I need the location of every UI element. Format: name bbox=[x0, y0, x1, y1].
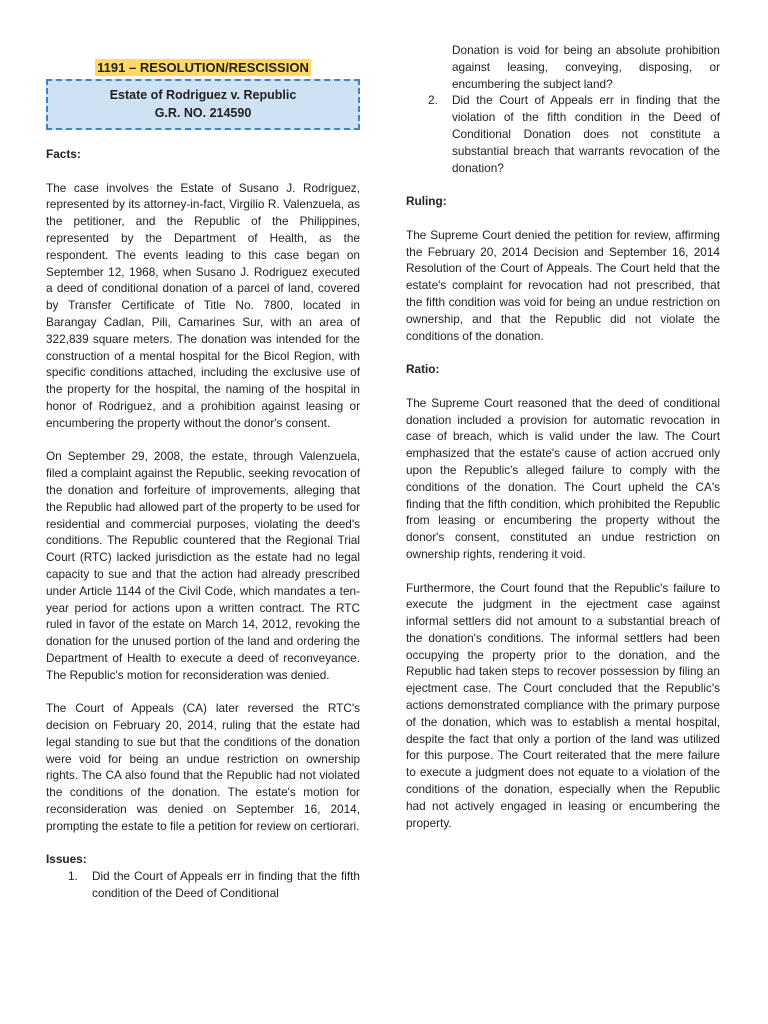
issue-number: 2. bbox=[428, 93, 438, 108]
gr-number: G.R. NO. 214590 bbox=[154, 106, 252, 120]
issues-list-continued bbox=[406, 42, 720, 176]
issue-text: Donation is void for being an absolute prohibition against leasing, conveying, disposing, or encumbering the subject land? bbox=[452, 43, 720, 91]
ratio-paragraph: Furthermore, the Court found that the Republic's failure to execute the judgment in the ejectment case against informal settlers did not amount to a substantial breach of the donation's conditions. The informal settlers had been occupying the property prior to the donation, and the Republic had taken steps to recover possession by filing an ejectment case. The Court concluded that the Republic's actions demonstrated compliance with the primary purpose of the donation, which was to establish a mental hospital, despite the fact that only a portion of the land was utilized for this purpose. The Court reiterated that the mere failure to execute a judgment does not equate to a violation of the conditions of the donation, especially when the Republic had not actively engaged in leasing or encumbering the property. bbox=[406, 580, 720, 830]
issue-item bbox=[406, 92, 720, 176]
issues-list bbox=[46, 868, 360, 902]
ruling-label: Ruling: bbox=[406, 194, 447, 209]
facts-label: Facts: bbox=[46, 147, 81, 161]
right-column bbox=[406, 0, 720, 831]
issue-item-continued bbox=[406, 42, 720, 92]
facts-paragraph: The Court of Appeals (CA) later reversed the RTC's decision on February 20, 2014, ruling that the estate had legal standing to sue but that the conditions of the donation were void for being an undue restriction on ownership rights. The CA also found that the Republic had not violated the conditions of the donation. The estate's motion for reconsideration was denied on September 16, 2014, prompting the estate to file a petition for review on certiorari. bbox=[46, 701, 360, 833]
ratio-paragraph: The Supreme Court reasoned that the deed of conditional donation included a provision for automatic revocation in case of breach, which is valid under the law. The Court emphasized that the estate's cause of action accrued only upon the Republic's alleged failure to comply with the conditions of the donation. The Court upheld the CA's finding that the fifth condition, which prohibited the Republic from leasing or encumbering the property without the donor's consent, constituted an undue restriction on ownership rights, rendering it void. bbox=[406, 395, 720, 561]
issue-number: 1. bbox=[68, 869, 78, 884]
issue-text: Did the Court of Appeals err in finding that the fifth condition of the Deed of Conditional bbox=[92, 869, 360, 901]
case-name: Estate of Rodriguez v. Republic bbox=[109, 88, 297, 102]
ruling-paragraph: The Supreme Court denied the petition for review, affirming the February 20, 2014 Decision and September 16, 2014 Resolution of the Court of Appeals. The Court held that the estate's complaint for revocation had not prescribed, that the fifth condition was void for being an undue restriction on ownership, and that the Republic did not violate the conditions of the donation. bbox=[406, 227, 720, 343]
facts-paragraph: The case involves the Estate of Susano J. Rodriguez, represented by its attorney-in-fact, Virgilio R. Valenzuela, as the petitioner, and the Republic of the Philippines, represented by the Department of Health, as the respondent. The events leading to this case began on September 12, 1968, when Susano J. Rodriguez executed a deed of conditional donation of a parcel of land, covered by Transfer Certificate of Title No. 7800, located in Barangay Cadlan, Pili, Camarines Sur, with an area of 322,839 square meters. The donation was intended for the construction of a mental hospital for the Bicol Region, with specific conditions attached, including the exclusive use of the property for the hospital, the naming of the hospital in honor of Rodriguez, and a prohibition against leasing or encumbering the property without the donor's consent. bbox=[46, 180, 360, 430]
issues-label: Issues: bbox=[46, 852, 87, 867]
issue-item bbox=[46, 868, 360, 902]
left-column bbox=[46, 0, 360, 902]
topic-title: 1191 – RESOLUTION/RESCISSION bbox=[97, 60, 309, 75]
case-header bbox=[46, 59, 360, 130]
issue-text: Did the Court of Appeals err in finding that the violation of the fifth condition in the Deed of Conditional Donation does not constitute a substantial breach that warrants revocation of the donation? bbox=[452, 93, 720, 175]
facts-paragraph: On September 29, 2008, the estate, through Valenzuela, filed a complaint against the Republic, seeking revocation of the donation and forfeiture of improvements, alleging that the Republic had allowed part of the property to be used for residential and commercial purposes, violating the deed's conditions. The Republic countered that the Regional Trial Court (RTC) lacked jurisdiction as the estate had no legal capacity to sue and that the action had already prescribed under Article 1144 of the Civil Code, which mandates a ten-year period for actions upon a written contract. The RTC ruled in favor of the estate on March 14, 2012, revoking the donation for the unused portion of the land and ordering the Department of Health to execute a deed of reconveyance. The Republic's motion for reconsideration was denied. bbox=[46, 449, 360, 682]
ratio-label: Ratio: bbox=[406, 362, 440, 377]
case-title-box bbox=[46, 79, 360, 130]
